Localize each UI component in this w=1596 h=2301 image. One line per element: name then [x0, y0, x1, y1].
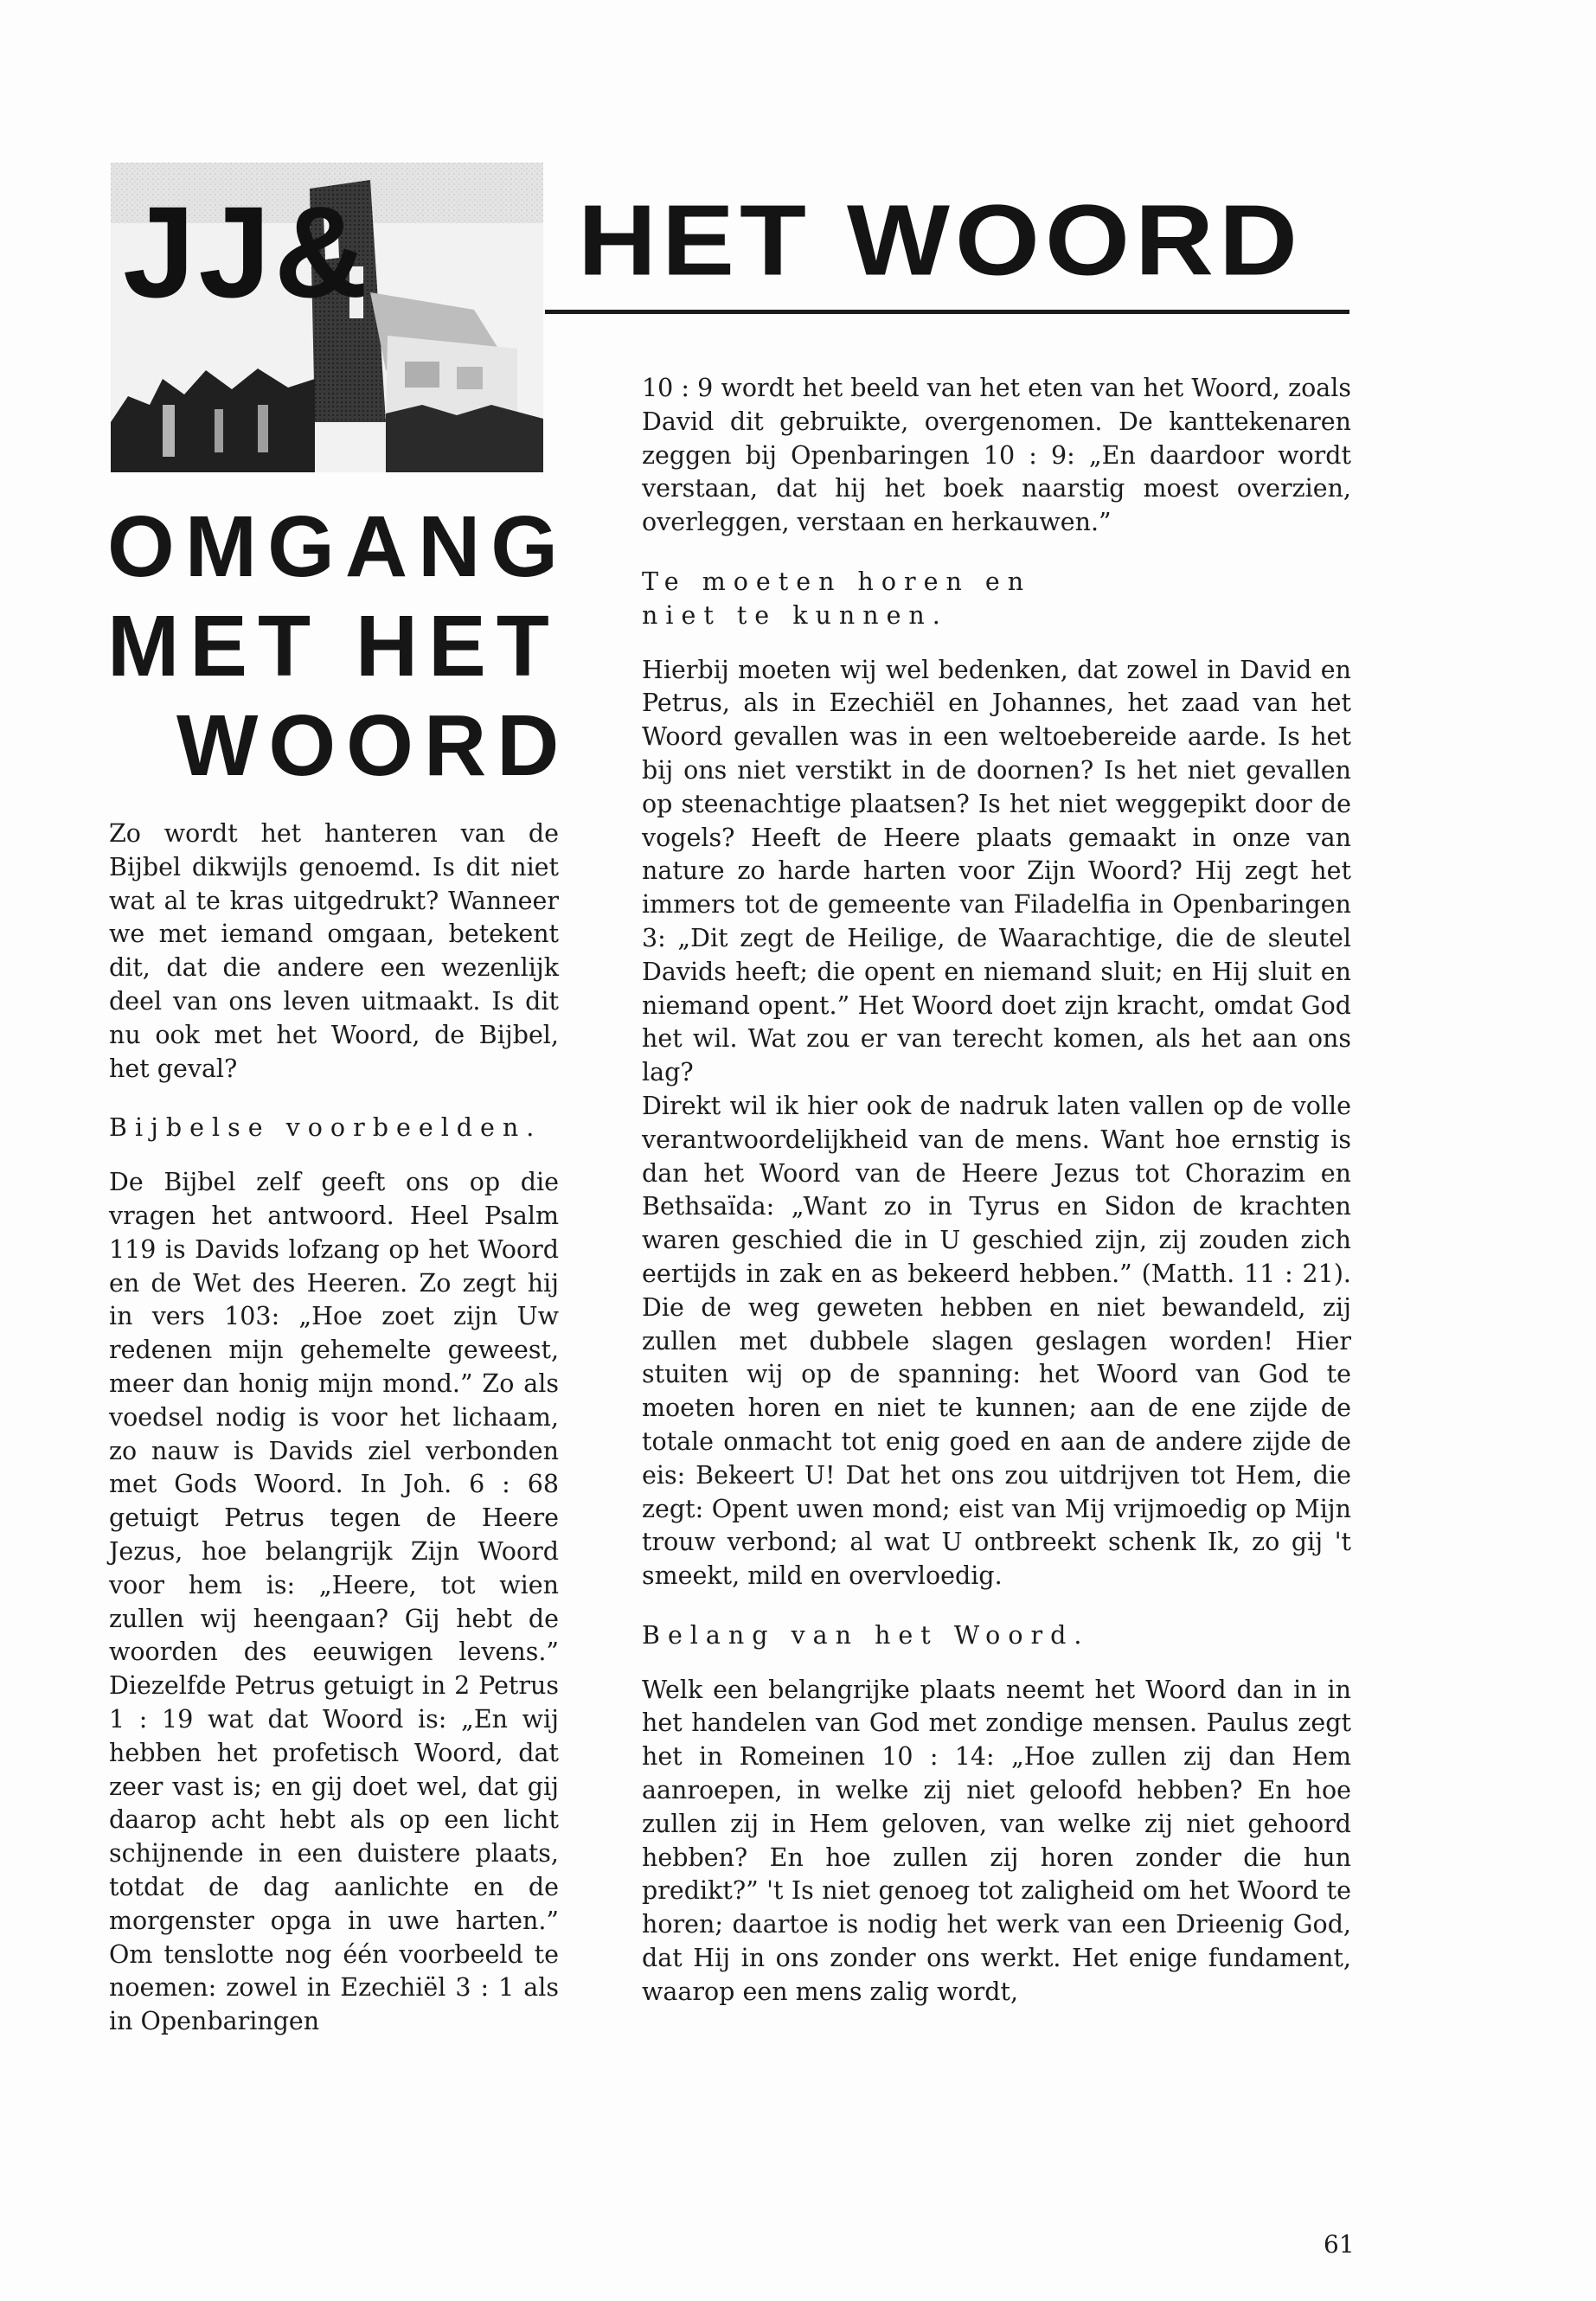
section-heading-bijbelse-voorbeelden: Bijbelse voorbeelden.: [109, 1113, 542, 1143]
article-title-line-2: MET HET: [107, 598, 560, 695]
section-heading-te-moeten-horen: [642, 566, 1351, 633]
article-title-line-3: WOORD: [176, 697, 570, 794]
section-heading-line-2: niet te kunnen.: [642, 600, 948, 630]
body-paragraph-1: Hierbij moeten wij wel bedenken, dat zowel in David en Petrus, als in Ezechiël en Johannes, het zaad van het Woord gevallen was in een weltoebereide aarde. Is het bij ons niet verstikt in de doornen? Is het niet gevallen op steenachtige plaatsen? Is het niet weggepikt door de vogels? Heeft de Heere plaats gemaakt in onze van nature zo harde harten voor Zijn Woord? Hij zegt het immers tot de gemeente van Filadelfia in Openbaringen 3: „Dit zegt de Heilige, de Waarachtige, die de sleutel Davids heeft; die opent en niemand sluit; en Hij sluit en niemand opent.” Het Woord doet zijn kracht, omdat God het wil. Wat zou er van terecht komen, als het aan ons lag?: [642, 655, 1351, 1087]
article-title-line-1: OMGANG: [107, 498, 569, 595]
body-paragraph-3: Welk een belangrijke plaats neemt het Woord dan in in het handelen van God met zondige mensen. Paulus zegt het in Romeinen 10 : 14: „Hoe zullen zij dan Hem aanroepen, in welke zij niet geloofd hebben? En hoe zullen zij in Hem geloven, van welke zij niet gehoord hebben? En hoe zullen zij horen zonder die hun predikt?” 't Is niet genoeg tot zaligheid om het Woord te horen; daartoe is nodig het werk van een Drieenig God, dat Hij in ons zonder ons werkt. Het enige fundament, waarop een mens zalig wordt,: [642, 1675, 1351, 2006]
left-column: [109, 817, 559, 2039]
right-column: [642, 372, 1351, 2009]
page-number: 61: [1324, 2230, 1355, 2259]
article-title: [107, 497, 570, 796]
header-divider: [545, 310, 1349, 314]
intro-paragraph: Zo wordt het hanteren van de Bijbel dikwijls genoemd. Is dit niet wat al te kras uitgedrukt? Wanneer we met iemand omgaan, betekent dit, dat die andere een wezenlijk deel van ons leven uitmaakt. Is dit nu ook met het Woord, de Bijbel, het geval?: [109, 819, 559, 1083]
svg-text:JJ&: JJ&: [123, 179, 372, 324]
church-photo-icon: [111, 163, 543, 472]
body-paragraph-2: Direkt wil ik hier ook de nadruk laten vallen op de volle verantwoordelijkheid van de mens. Want hoe ernstig is dan het Woord van de Heere Jezus tot Chorazim en Bethsaïda: „Want zo in Tyrus en Sidon de krachten waren geschied die in U geschied zijn, zij zouden zich eertijds in zak en as bekeerd hebben.” (Matth. 11 : 21). Die de weg geweten hebben en niet bewandeld, zij zullen met dubbele slagen geslagen worden! Hier stuiten wij op de spanning: het Woord van God te moeten horen en niet te kunnen; aan de ene zijde de totale onmacht tot enig goed en aan de andere zijde de eis: Bekeert U! Dat het ons zou uitdrijven tot Hem, die zegt: Opent uwen mond; eist van Mij vrijmoedig op Mijn trouw verbond; al wat U ontbreekt schenk Ik, zo gij 't smeekt, mild en overvloedig.: [642, 1091, 1351, 1591]
body-paragraph: De Bijbel zelf geeft ons op die vragen het antwoord. Heel Psalm 119 is Davids lofzang op het Woord en de Wet des Heeren. Zo zegt hij in vers 103: „Hoe zoet zijn Uw redenen mijn gehemelte geweest, meer dan honig mijn mond.” Zo als voedsel nodig is voor het lichaam, zo nauw is Davids ziel verbonden met Gods Woord. In Joh. 6 : 68 getuigt Petrus tegen de Heere Jezus, hoe belangrijk Zijn Woord voor hem is: „Heere, tot wien zullen wij heengaan? Gij hebt de woorden des eeuwigen levens.” Diezelfde Petrus getuigt in 2 Petrus 1 : 19 wat dat Woord is: „En wij hebben het profetisch Woord, dat zeer vast is; en gij doet wel, dat gij daarop acht hebt als op een licht schijnende in een duistere plaats, totdat de dag aanlichte en de morgenster opga in uwe harten.” Om tenslotte nog één voorbeeld te noemen: zowel in Ezechiël 3 : 1 als in Openbaringen: [109, 1168, 559, 2036]
header-logo-photo: [111, 163, 543, 472]
section-heading-line-1: Te moeten horen en: [642, 567, 1032, 596]
continuation-paragraph: 10 : 9 wordt het beeld van het eten van het Woord, zoals David dit gebruikte, overgenomen. De kanttekenaren zeggen bij Openbaringen 10 : 9: „En daardoor wordt verstaan, dat hij het boek naarstig moest overzien, overleggen, verstaan en herkauwen.”: [642, 374, 1351, 537]
section-heading-belang-van-het-woord: Belang van het Woord.: [642, 1620, 1090, 1650]
page-header-title: HET WOORD: [578, 183, 1303, 297]
